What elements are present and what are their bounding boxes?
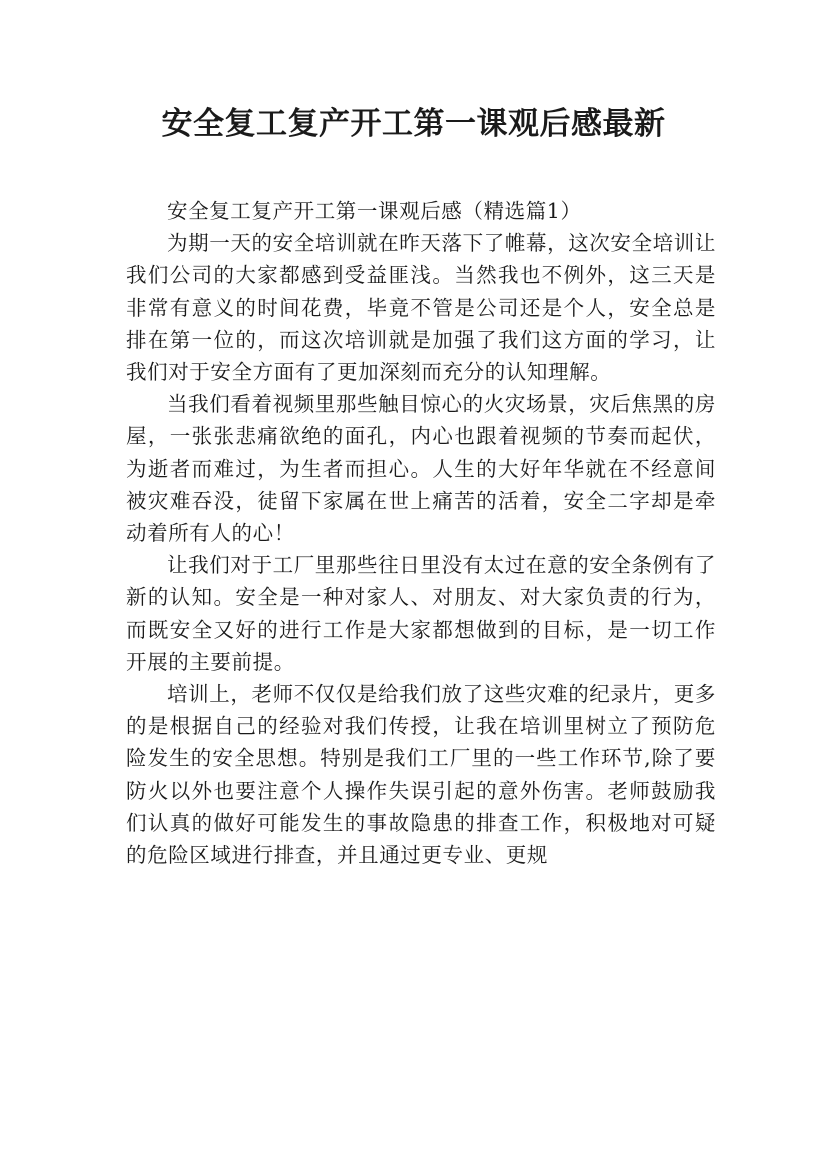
document-title: 安全复工复产开工第一课观后感最新 bbox=[161, 106, 666, 142]
section-heading: 安全复工复产开工第一课观后感（精选篇1） bbox=[167, 199, 582, 223]
paragraph-4: 培训上，老师不仅仅是给我们放了这些灾难的纪录片，更多的是根据自己的经验对我们传授，让我在培训里树立了预防危险发生的安全思想。特别是我们工厂里的一些工作环节,除了要防火以外也要注意个人操作失误引起的意外伤害。老师鼓励我们认真的做好可能发生的事故隐患的排查工作，积极地对可疑的危险区域进行排查，并且通过更专业、更规 bbox=[126, 682, 716, 868]
document-body bbox=[126, 195, 716, 871]
paragraph-2: 当我们看着视频里那些触目惊心的火灾场景，灾后焦黑的房屋，一张张悲痛欲绝的面孔，内心也跟着视频的节奏而起伏，为逝者而难过，为生者而担心。人生的大好年华就在不经意间被灾难吞没，徒留下家属在世上痛苦的活着，安全二字却是牵动着所有人的心！ bbox=[126, 392, 716, 546]
paragraph-1: 为期一天的安全培训就在昨天落下了帷幕，这次安全培训让我们公司的大家都感到受益匪浅。当然我也不例外，这三天是非常有意义的时间花费，毕竟不管是公司还是个人，安全总是排在第一位的，而这次培训就是加强了我们这方面的学习，让我们对于安全方面有了更加深刻而充分的认知理解。 bbox=[126, 231, 716, 385]
paragraph-3: 让我们对于工厂里那些往日里没有太过在意的安全条例有了新的认知。安全是一种对家人、对朋友、对大家负责的行为，而既安全又好的进行工作是大家都想做到的目标，是一切工作开展的主要前提。 bbox=[126, 553, 716, 674]
